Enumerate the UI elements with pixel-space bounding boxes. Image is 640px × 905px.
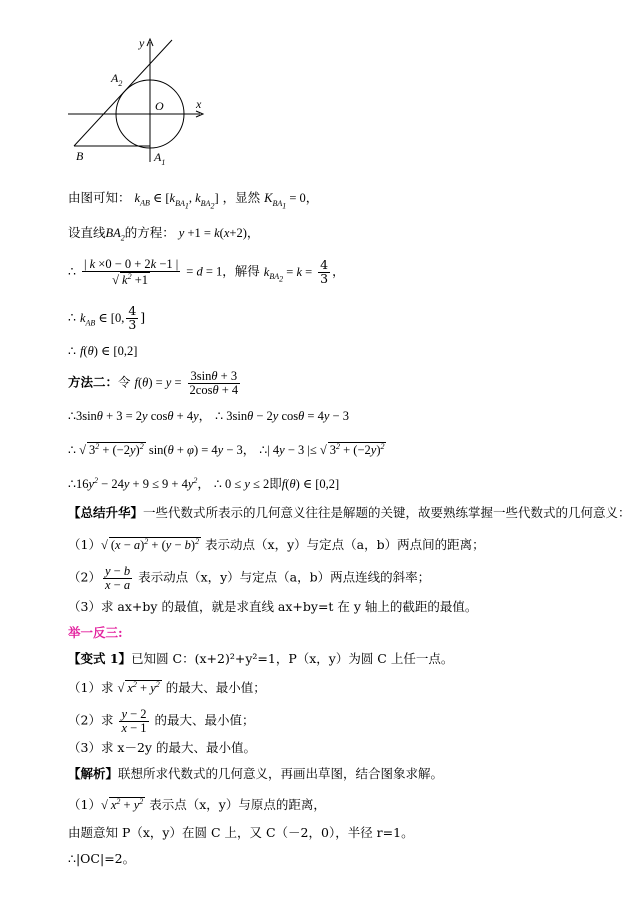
line-line-equation: 设直线$BA_2$的方程： y +1 = k(x+2)， <box>68 225 260 243</box>
question-3: （3）求 x－2y 的最大、最小值。 <box>68 740 256 755</box>
section-title: 举一反三: <box>68 625 123 640</box>
question-1: （1）求 √ $x^2 + y^2$ 的最大、最小值； <box>68 680 266 696</box>
summary-item-3: （3）求 ax+by 的最值，就是求直线 ax+by=t 在 y 轴上的截距的最值。 <box>68 599 478 614</box>
summary-paragraph: 【总结升华】一些代数式所表示的几何意义往往是解题的关键，故要熟练掌握一些代数式的几何意义： <box>68 505 631 520</box>
line-distance: ∴ $\frac{| k \times 0 - 0 + 2k -1 |}{√ k^2 +1}$ = d = 1，解得 $k_{BA_2} = k$ = $\frac{4}{3}$ ， <box>68 257 345 287</box>
answer-3: ∴|OC|=2。 <box>68 851 136 866</box>
answer-2: 由题意知 P（x，y）在圆 C 上，又 C（－2，0），半径 r=1。 <box>68 825 414 840</box>
line-sqrt-inequality: ∴ √ $3^2 + (-2y)^2$ sin(θ + φ) = 4y − 3， ∴| 4y − 3 |≤ √ $3^2 + (-2y)^2$ <box>68 442 385 458</box>
geometry-figure <box>0 0 640 180</box>
point-b-label: B <box>76 149 84 163</box>
line-slope-result: ∴ $k_{AB}$ ∈ [0, $\frac{4}{3}$ ] <box>68 303 146 332</box>
tangent-line <box>74 40 172 146</box>
analysis-statement: 【解析】联想所求代数式的几何意义，再画出草图，结合图象求解。 <box>68 766 444 781</box>
variant-statement: 【变式 1】已知圆 C：(x+2)²+y²=1，P（x，y）为圆 C 上任一点。 <box>68 651 454 666</box>
question-2: （2）求 $\frac{y - 2}{x - 1}$ 的最大、最小值； <box>68 707 255 735</box>
point-a1-label: $A_1$ <box>154 150 166 167</box>
answer-1: （1）√ $x^2 + y^2$ 表示点（x，y）与原点的距离， <box>68 797 326 813</box>
point-a2-label: $A_2$ <box>111 71 123 88</box>
axis-label-x: x <box>196 97 202 111</box>
line-quadratic-result: $\therefore 16y^2 - 24y + 9 \le 9 + 4y^2$， ∴ 0 ≤ y ≤ 2即f(θ) ∈ [0,2] <box>68 476 340 492</box>
line-slope-range: 由图可知： $k_{AB}$ ∈ [$k_{BA_1}$, $k_{BA_2}$] ，显然 $K_{BA_1} = 0$， <box>68 190 319 211</box>
origin-label: O <box>155 99 164 113</box>
summary-item-1: （1）√ $(x - a)^2 + (y - b)^2$ 表示动点（x，y）与定点（a，b）两点间的距离； <box>68 537 485 553</box>
coordinate-axes <box>68 39 203 162</box>
line-method2: 方法二：令 f(θ) = y = $\frac{3\sin\theta + 3}{2\cos\theta + 4}$ <box>68 369 239 397</box>
summary-item-2: （2） $\frac{y - b}{x - a}$ 表示动点（x，y）与定点（a，b）两点连线的斜率； <box>68 564 431 592</box>
axis-label-y: y <box>139 36 145 50</box>
line-equation-transform: ∴3sinθ + 3 = 2y cosθ + 4y， ∴ 3sinθ − 2y cosθ = 4y − 3 <box>68 408 349 423</box>
line-function-range: ∴ f(θ) ∈ [0,2] <box>68 343 138 358</box>
